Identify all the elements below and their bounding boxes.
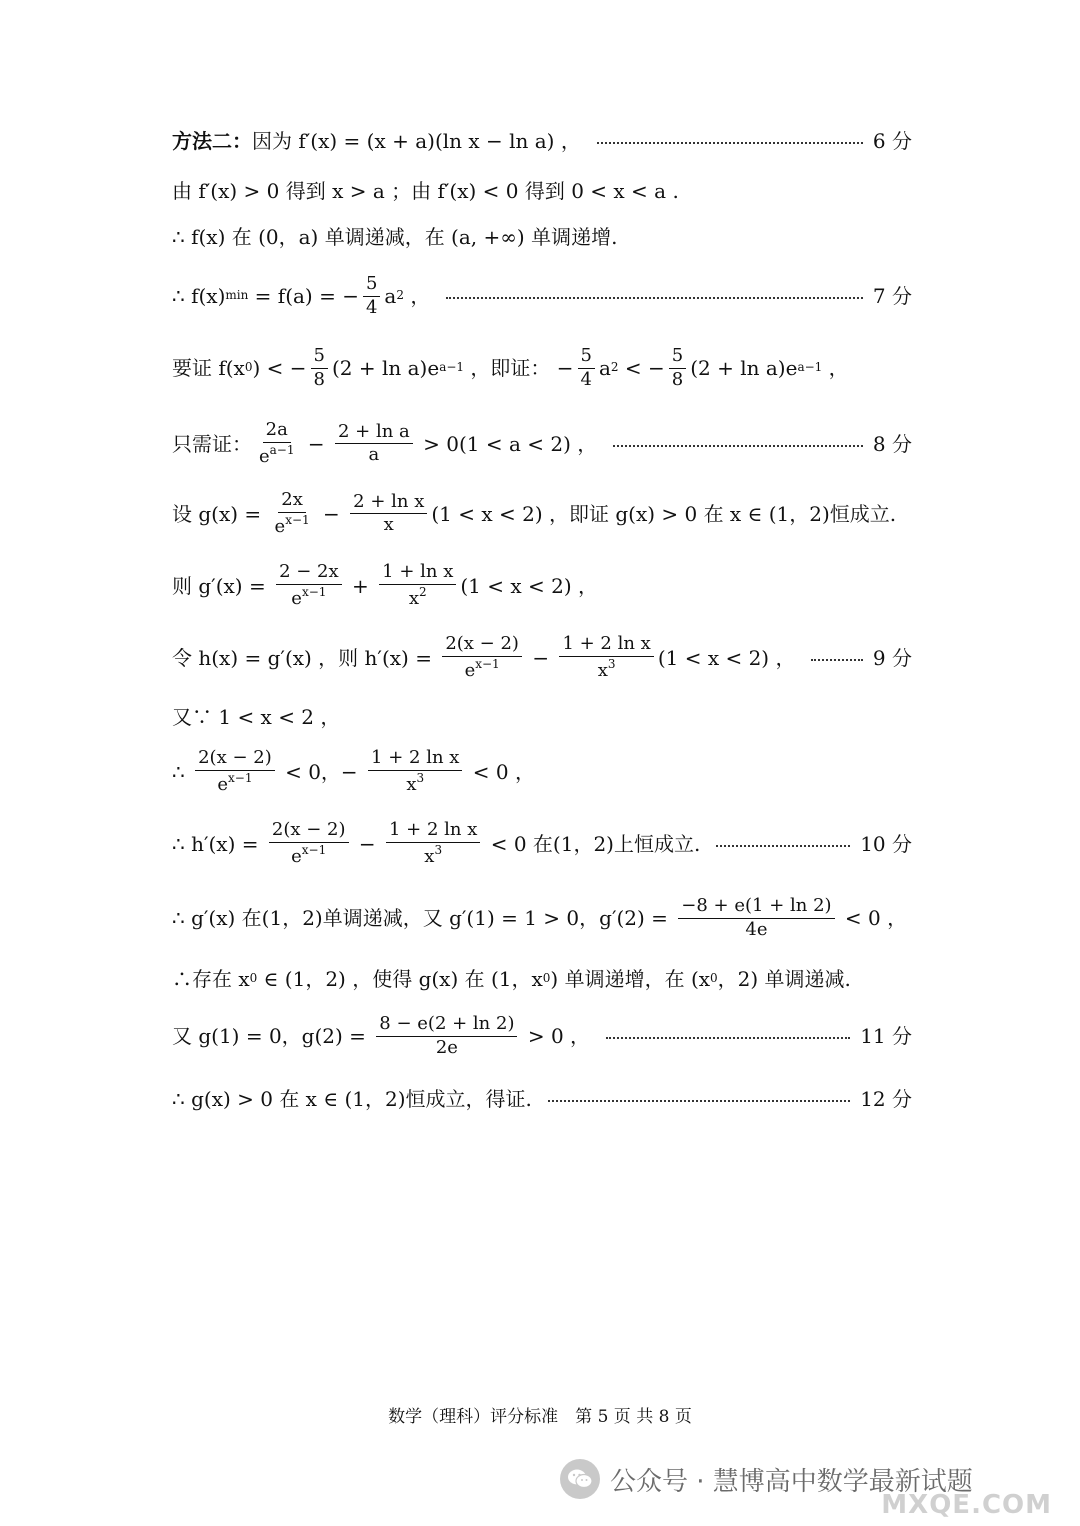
score: 8 分	[872, 431, 912, 456]
numerator: 5	[578, 346, 595, 369]
denominator	[462, 657, 503, 682]
subscript: 0	[249, 971, 258, 986]
fraction	[311, 346, 328, 390]
superscript: x−1	[301, 842, 327, 857]
denominator-base: e	[217, 773, 228, 795]
line-text: 又 g(1) = 0，g(2) =	[172, 1024, 373, 1049]
fraction	[272, 490, 313, 537]
numerator: 2a	[263, 420, 291, 443]
numerator: 2(x − 2)	[442, 634, 522, 657]
denominator	[421, 843, 445, 868]
line-text: 只需证：	[172, 431, 252, 456]
numerator: 1 + ln x	[379, 562, 456, 585]
superscript: a−1	[797, 360, 823, 375]
fraction	[442, 634, 522, 681]
line-text: < 0 ，	[838, 906, 908, 931]
leader-dots	[446, 297, 863, 299]
line-text: ，2) 单调递减.	[717, 967, 851, 991]
fraction	[559, 634, 653, 681]
score: 11 分	[860, 1024, 912, 1049]
line-text: (1 < x < 2) ，	[460, 573, 598, 598]
superscript: x−1	[285, 512, 310, 527]
method-label: 方法二：	[172, 129, 252, 153]
line-text: < 0，−	[278, 759, 365, 784]
line-text: > 0(1 < a < 2) ，	[416, 431, 598, 456]
watermark-text: 公众号 · 慧博高中数学最新试题	[610, 1466, 973, 1497]
numerator: 2 − 2x	[276, 562, 342, 585]
denominator-base: e	[464, 659, 476, 681]
denominator-base: x	[424, 845, 435, 867]
subscript: 0	[542, 971, 551, 986]
line-text: (1 < x < 2) ，	[657, 645, 796, 670]
solution-line-12	[172, 820, 912, 867]
line-text: ) 单调递增，在 (x	[550, 967, 711, 991]
line-text: −	[550, 356, 574, 381]
line-text: ∴ f(x)	[172, 284, 226, 309]
solution-line-11	[172, 748, 912, 795]
line-text: a	[384, 284, 397, 309]
solution-line-5	[172, 346, 912, 390]
leader-dots	[613, 445, 863, 447]
subscript: min	[225, 288, 249, 303]
numerator: 2(x − 2)	[195, 748, 275, 771]
leader-dots	[597, 142, 863, 144]
numerator: 1 + 2 ln x	[368, 748, 462, 771]
line-text: < 0 ，	[466, 759, 535, 784]
denominator	[256, 443, 298, 468]
page-footer: 数学（理科）评分标准 第 5 页 共 8 页	[388, 1407, 692, 1427]
line-text: 又∵ 1 < x < 2 ，	[172, 705, 341, 729]
denominator	[288, 843, 329, 868]
numerator: 2x	[278, 490, 306, 513]
solution-line-13	[172, 896, 912, 940]
fraction	[195, 748, 275, 795]
denominator: 2e	[435, 1036, 458, 1058]
leader-dots	[716, 845, 850, 847]
numerator: 5	[311, 346, 328, 369]
wechat-icon	[560, 1459, 600, 1499]
score: 10 分	[860, 831, 912, 856]
line-text: 因为 f′(x) = (x + a)(ln x − ln a) ，	[252, 129, 581, 153]
line-text: (2 + ln a)e	[331, 356, 440, 381]
denominator-base: x	[406, 773, 417, 795]
watermark	[560, 1432, 1080, 1526]
superscript: 2	[610, 360, 619, 375]
solution-line-15	[172, 1014, 912, 1058]
fraction	[256, 420, 298, 467]
numerator: 2(x − 2)	[269, 820, 349, 843]
denominator: 8	[671, 368, 684, 390]
subscript: 0	[244, 360, 253, 375]
superscript: 3	[607, 656, 616, 671]
fraction	[669, 346, 686, 390]
line-text: ) < −	[252, 356, 307, 381]
denominator-base: x	[408, 587, 419, 609]
fraction	[368, 748, 462, 795]
solution-line-8	[172, 562, 912, 609]
line-text: 令 h(x) = g′(x) ，则 h′(x) =	[172, 645, 439, 670]
fraction	[578, 346, 595, 390]
denominator	[288, 585, 329, 610]
denominator-base: x	[597, 659, 608, 681]
line-text: ∴ f(x) 在 (0，a) 单调递减，在 (a, +∞) 单调递增.	[172, 225, 618, 249]
numerator: 2 + ln x	[350, 492, 427, 515]
superscript: 3	[434, 842, 443, 857]
solution-line-2	[172, 178, 912, 204]
denominator	[214, 771, 255, 796]
line-text: ∴存在 x	[172, 967, 250, 991]
superscript: x−1	[475, 656, 500, 671]
line-text: ∴ g′(x) 在(1，2)单调递减，又 g′(1) = 1 > 0，g′(2) =	[172, 906, 675, 931]
leader-dots	[548, 1100, 850, 1102]
superscript: a−1	[269, 442, 295, 457]
fraction	[386, 820, 480, 867]
denominator-base: e	[291, 587, 302, 609]
superscript: 2	[396, 288, 404, 303]
fraction	[376, 1014, 517, 1058]
superscript: x−1	[301, 584, 327, 599]
line-text: 由 f′(x) > 0 得到 x > a ；由 f′(x) < 0 得到 0 < x < a .	[172, 179, 679, 203]
solution-line-6	[172, 420, 912, 467]
line-text: −	[316, 501, 347, 526]
line-text: < 0 在(1，2)上恒成立.	[484, 831, 701, 856]
solution-line-10	[172, 704, 912, 730]
numerator: 1 + 2 ln x	[386, 820, 480, 843]
numerator: 8 − e(2 + ln 2)	[376, 1014, 517, 1037]
line-text: ，	[404, 284, 431, 309]
denominator	[272, 513, 313, 538]
denominator: 8	[313, 368, 325, 390]
denominator-base: e	[259, 445, 270, 467]
denominator: 4	[580, 368, 592, 390]
line-text: a	[598, 356, 611, 381]
line-text: 则 g′(x) =	[172, 573, 273, 598]
fraction	[276, 562, 342, 609]
line-text: ∴ h′(x) =	[172, 831, 265, 856]
line-text: −	[525, 645, 556, 670]
denominator	[595, 657, 619, 682]
line-text: < −	[618, 356, 665, 381]
solution-line-16	[172, 1086, 912, 1112]
leader-dots	[811, 659, 862, 661]
numerator: 5	[363, 274, 380, 297]
line-text: > 0 ，	[521, 1024, 591, 1049]
line-text: ∴	[172, 759, 192, 784]
line-text: −	[301, 431, 331, 456]
superscript: a−1	[439, 360, 465, 375]
solution-line-7	[172, 490, 912, 537]
fraction	[363, 274, 380, 318]
superscript: x−1	[228, 770, 253, 785]
score: 9 分	[872, 645, 912, 670]
denominator: 4e	[745, 918, 768, 940]
solution-line-1	[172, 128, 912, 154]
line-text: (1 < x < 2) ，即证 g(x) > 0 在 x ∈ (1，2)恒成立.	[431, 501, 897, 526]
line-text: ，	[822, 356, 849, 381]
fraction	[379, 562, 456, 609]
solution-line-3	[172, 224, 912, 250]
numerator: 2 + ln a	[335, 422, 413, 445]
numerator: 1 + 2 ln x	[559, 634, 653, 657]
denominator: a	[368, 444, 380, 466]
denominator: 4	[365, 296, 378, 318]
solution-line-14	[172, 966, 912, 992]
denominator-base: e	[291, 845, 302, 867]
score: 7 分	[872, 284, 912, 309]
solution-line-9	[172, 634, 912, 681]
line-text: +	[345, 573, 376, 598]
score: 6 分	[872, 129, 912, 153]
denominator	[403, 771, 427, 796]
numerator: 5	[669, 346, 686, 369]
line-text: ∴ g(x) > 0 在 x ∈ (1，2)恒成立，得证.	[172, 1087, 532, 1111]
fraction	[350, 492, 427, 536]
denominator: x	[383, 514, 394, 536]
line-text: ，即证：	[464, 356, 551, 381]
leader-dots	[606, 1037, 850, 1039]
superscript: 2	[419, 584, 427, 599]
line-text: 要证 f(x	[172, 356, 245, 381]
fraction	[678, 896, 834, 940]
denominator	[406, 585, 430, 610]
line-text: −	[352, 831, 382, 856]
solution-line-4	[172, 274, 912, 318]
line-text: 设 g(x) =	[172, 501, 268, 526]
denominator-base: e	[274, 515, 286, 537]
line-text: (2 + ln a)e	[690, 356, 798, 381]
fraction	[335, 422, 413, 466]
fraction	[269, 820, 349, 867]
line-text: ∈ (1，2) ，使得 g(x) 在 (1，x	[257, 967, 543, 991]
subscript: 0	[710, 971, 718, 986]
superscript: 3	[416, 770, 425, 785]
score: 12 分	[860, 1087, 912, 1111]
watermark-site: MXQE.COM	[881, 1490, 1052, 1520]
numerator: −8 + e(1 + ln 2)	[678, 896, 834, 919]
line-text: = f(a) = −	[248, 284, 359, 309]
